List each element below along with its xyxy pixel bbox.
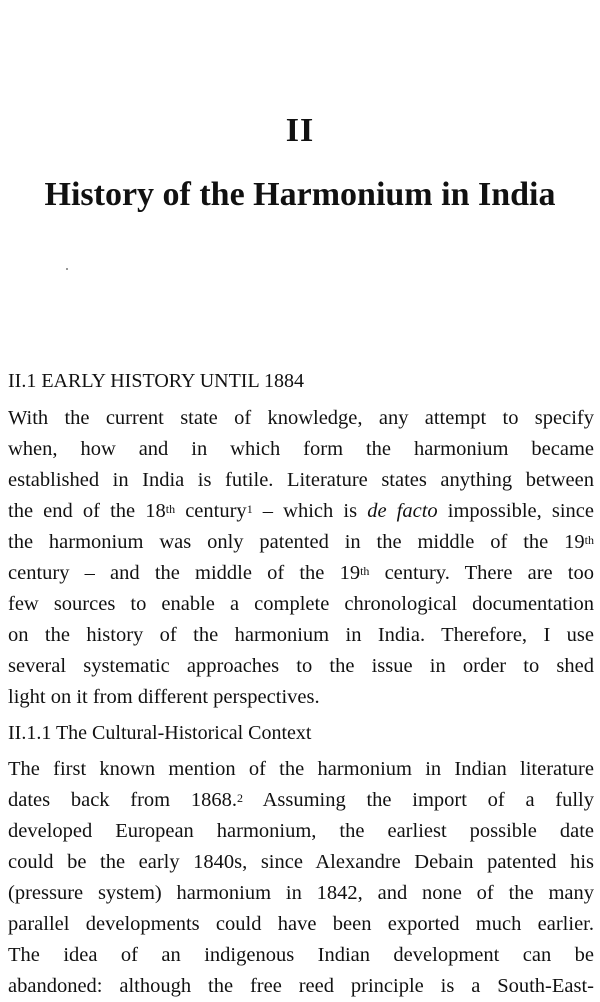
paragraph-2 xyxy=(8,754,594,1002)
footnote-ref-2[interactable]: 2 xyxy=(237,791,243,805)
superscript-th: th xyxy=(584,533,594,547)
text-line: The first known mention of the harmonium in Indian literature xyxy=(8,758,594,780)
section-heading: II.1 EARLY HISTORY UNTIL 1884 xyxy=(8,370,304,392)
text-run: – which is xyxy=(252,500,368,522)
text-run: the end of the 18 xyxy=(8,500,166,522)
text-run: century – and the middle of the 19 xyxy=(8,562,361,584)
subsection-heading: II.1.1 The Cultural-Historical Context xyxy=(8,722,312,744)
text-line: could be the early 1840s, since Alexandre Debain patented his xyxy=(8,851,594,873)
superscript-th: th xyxy=(360,564,370,578)
text-line: abandoned: although the free reed principle is a South-East- xyxy=(8,975,594,997)
text-line xyxy=(8,785,594,816)
paragraph-1 xyxy=(8,403,594,713)
text-run: century xyxy=(175,500,247,522)
footnote-ref-1[interactable]: 1 xyxy=(246,502,253,516)
text-line: With the current state of knowledge, any attempt to specify xyxy=(8,407,594,429)
text-line: developed European harmonium, the earliest possible date xyxy=(8,820,594,842)
chapter-title: History of the Harmonium in India xyxy=(44,176,556,213)
text-line xyxy=(8,558,594,589)
text-run: the harmonium was only patented in the middle of the 19 xyxy=(8,531,585,553)
text-line xyxy=(8,496,594,527)
speck-mark xyxy=(66,268,68,270)
text-line: (pressure system) harmonium in 1842, and none of the many xyxy=(8,882,594,904)
text-line: The idea of an indigenous Indian development can be xyxy=(8,944,594,966)
text-line: when, how and in which form the harmonium became xyxy=(8,438,594,460)
text-run: impossible, since xyxy=(437,500,594,522)
text-line: established in India is futile. Literature states anything between xyxy=(8,469,594,491)
text-line: on the history of the harmonium in India. Therefore, I use xyxy=(8,624,594,646)
text-line: several systematic approaches to the issue in order to shed xyxy=(8,655,594,677)
text-run: Assuming the import of a fully xyxy=(243,789,595,811)
text-line: parallel developments could have been exported much earlier. xyxy=(8,913,594,935)
superscript-th: th xyxy=(165,502,176,516)
text-run: century. There are too xyxy=(369,562,594,584)
italic-term: de facto xyxy=(367,500,438,522)
text-line: light on it from different perspectives. xyxy=(8,686,320,708)
text-line xyxy=(8,527,594,558)
text-run: dates back from 1868. xyxy=(8,789,237,811)
chapter-number: II xyxy=(285,112,315,149)
text-line: few sources to enable a complete chronological documentation xyxy=(8,593,594,615)
